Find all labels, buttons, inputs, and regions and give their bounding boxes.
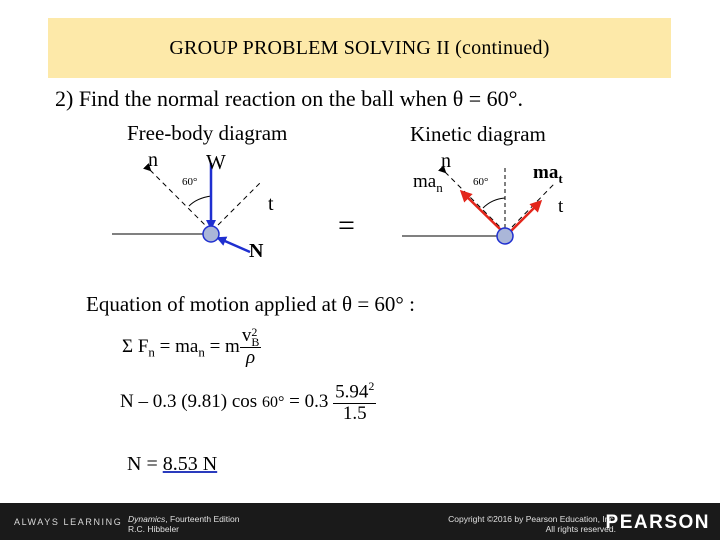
result-value: 8.53 N bbox=[162, 453, 218, 475]
result bbox=[127, 453, 217, 476]
normal-force-arrow bbox=[218, 238, 250, 252]
eq1-F: F bbox=[137, 335, 149, 357]
book-title: Dynamics bbox=[128, 514, 166, 524]
eq2-lhs: N – 0.3 (9.81) cos bbox=[120, 390, 262, 412]
eq1-a-sub: n bbox=[198, 344, 205, 360]
eq1-num-v: v bbox=[241, 325, 252, 346]
pearson-logo: PEARSON bbox=[605, 512, 710, 533]
fbd-t-axis bbox=[218, 183, 260, 225]
book-info bbox=[128, 514, 240, 534]
fbd-t-label: t bbox=[268, 193, 274, 215]
eq1-ma: = ma bbox=[154, 335, 199, 357]
slide-title: GROUP PROBLEM SOLVING II (continued) bbox=[169, 37, 550, 59]
fbd-n-label: n bbox=[148, 149, 158, 171]
eq1-denominator: ρ bbox=[246, 346, 256, 368]
eq1-F-sub: n bbox=[148, 344, 155, 360]
footer-bar bbox=[0, 503, 720, 540]
eq2-mid: = 0.3 bbox=[284, 390, 334, 412]
kd-heading: Kinetic diagram bbox=[410, 122, 546, 146]
eq1-num-sup: 2 bbox=[251, 324, 258, 339]
fbd-normal-label: N bbox=[249, 240, 264, 262]
kd-t-axis bbox=[512, 183, 555, 227]
copyright-line-1: Copyright ©2016 by Pearson Education, Inc. bbox=[448, 514, 616, 524]
mat-arrow bbox=[510, 202, 540, 232]
fbd-weight-label: W bbox=[206, 150, 226, 174]
kd-mat-sub: t bbox=[558, 170, 563, 186]
kd-angle-label: 60° bbox=[473, 176, 489, 188]
fbd-heading: Free-body diagram bbox=[127, 121, 288, 145]
kd-t-label: t bbox=[558, 196, 564, 217]
result-prefix: N = bbox=[127, 453, 163, 475]
equation-1 bbox=[122, 326, 261, 369]
fbd-angle-arc bbox=[189, 196, 211, 206]
equals-sign: = bbox=[338, 209, 355, 242]
equation-2 bbox=[120, 380, 376, 425]
copyright bbox=[448, 514, 616, 534]
book-edition: , Fourteenth Edition bbox=[165, 514, 240, 524]
eq2-angle: 60° bbox=[261, 393, 285, 411]
eq1-fraction bbox=[240, 326, 262, 369]
eq2-numerator bbox=[333, 380, 376, 404]
always-learning-logo: ALWAYS LEARNING bbox=[14, 517, 123, 527]
kd-n-label: n bbox=[441, 150, 451, 172]
sigma-symbol: Σ bbox=[122, 335, 134, 357]
kd-man-base: ma bbox=[413, 171, 437, 192]
book-author: R.C. Hibbeler bbox=[128, 524, 180, 534]
eq2-denominator: 1.5 bbox=[342, 403, 367, 425]
kd-mat-base: ma bbox=[533, 162, 559, 183]
problem-statement: 2) Find the normal reaction on the ball when θ = 60°. bbox=[55, 86, 523, 111]
fbd-angle-label: 60° bbox=[182, 176, 198, 188]
kd-ball bbox=[497, 228, 513, 244]
kd-man-sub: n bbox=[436, 179, 443, 195]
eq1-numerator bbox=[240, 326, 262, 348]
eq2-num: 5.94 bbox=[335, 381, 369, 403]
eq2-num-sup: 2 bbox=[368, 379, 375, 393]
man-arrow bbox=[462, 192, 503, 232]
eq1-num-sub: B bbox=[251, 334, 260, 349]
kd-man-label bbox=[413, 171, 443, 196]
eq1-m: = m bbox=[204, 335, 240, 357]
kd-mat-label bbox=[533, 162, 563, 187]
equation-intro: Equation of motion applied at θ = 60° : bbox=[86, 292, 415, 316]
fbd-ball bbox=[203, 226, 219, 242]
kd-angle-arc bbox=[483, 198, 505, 208]
eq2-fraction bbox=[333, 380, 376, 425]
copyright-line-2: All rights reserved. bbox=[545, 524, 616, 534]
